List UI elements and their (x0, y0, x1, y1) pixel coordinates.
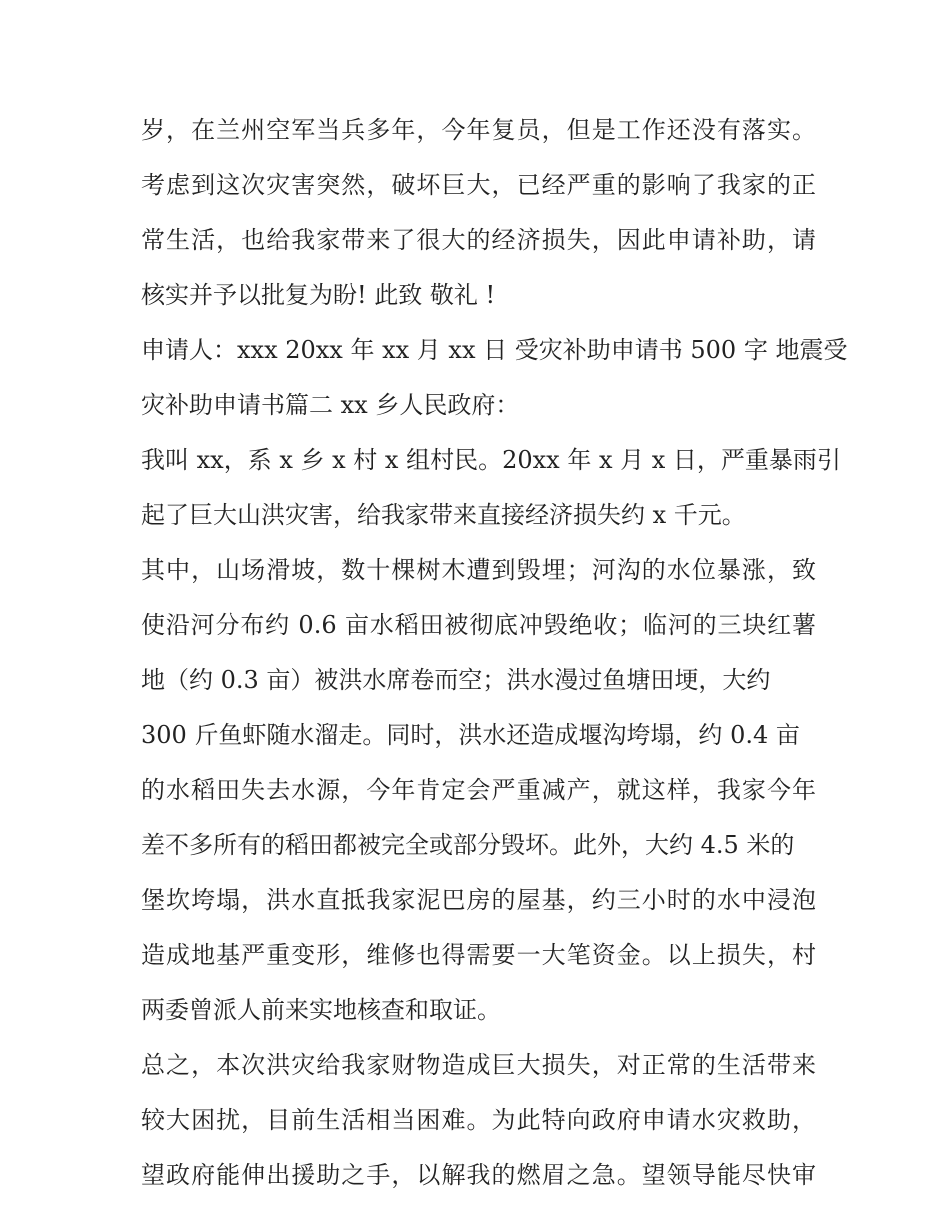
text-line: 总之，本次洪灾给我家财物造成巨大损失，对正常的生活带来 (141, 1051, 816, 1079)
text-line: 灾补助申请书篇二 xx 乡人民政府： (141, 391, 520, 419)
text-line: 常生活，也给我家带来了很大的经济损失，因此申请补助，请 (141, 226, 816, 254)
text-line: 300 斤鱼虾随水溜走。同时，洪水还造成堰沟垮塌，约 0.4 亩 (141, 721, 800, 749)
text-line: 申请人：xxx 20xx 年 xx 月 xx 日 受灾补助申请书 500 字 地震受 (141, 336, 848, 364)
text-line: 望政府能伸出援助之手，以解我的燃眉之急。望领导能尽快审 (141, 1161, 816, 1189)
text-line: 考虑到这次灾害突然，破坏巨大，已经严重的影响了我家的正 (141, 171, 816, 199)
text-line: 堡坎垮塌，洪水直抵我家泥巴房的屋基，约三小时的水中浸泡 (141, 886, 816, 914)
text-line: 使沿河分布约 0.6 亩水稻田被彻底冲毁绝收；临河的三块红薯 (141, 611, 816, 639)
text-line: 其中，山场滑坡，数十棵树木遭到毁埋；河沟的水位暴涨，致 (141, 556, 816, 584)
text-line: 两委曾派人前来实地核查和取证。 (141, 996, 501, 1024)
text-line: 我叫 xx，系 x 乡 x 村 x 组村民。20xx 年 x 月 x 日，严重暴雨引 (141, 446, 841, 474)
text-line: 起了巨大山洪灾害，给我家带来直接经济损失约 x 千元。 (141, 501, 746, 529)
text-line: 的水稻田失去水源，今年肯定会严重减产，就这样，我家今年 (141, 776, 816, 804)
text-line: 岁，在兰州空军当兵多年，今年复员，但是工作还没有落实。 (141, 116, 816, 144)
text-line: 较大困扰，目前生活相当困难。为此特向政府申请水灾救助， (141, 1106, 816, 1134)
text-line: 地（约 0.3 亩）被洪水席卷而空；洪水漫过鱼塘田埂，大约 (141, 666, 771, 694)
text-line: 核实并予以批复为盼! 此致 敬礼 ! (141, 281, 496, 309)
body-text (141, 103, 848, 1203)
text-line: 造成地基严重变形，维修也得需要一大笔资金。以上损失，村 (141, 941, 816, 969)
text-line: 差不多所有的稻田都被完全或部分毁坏。此外，大约 4.5 米的 (141, 831, 795, 859)
